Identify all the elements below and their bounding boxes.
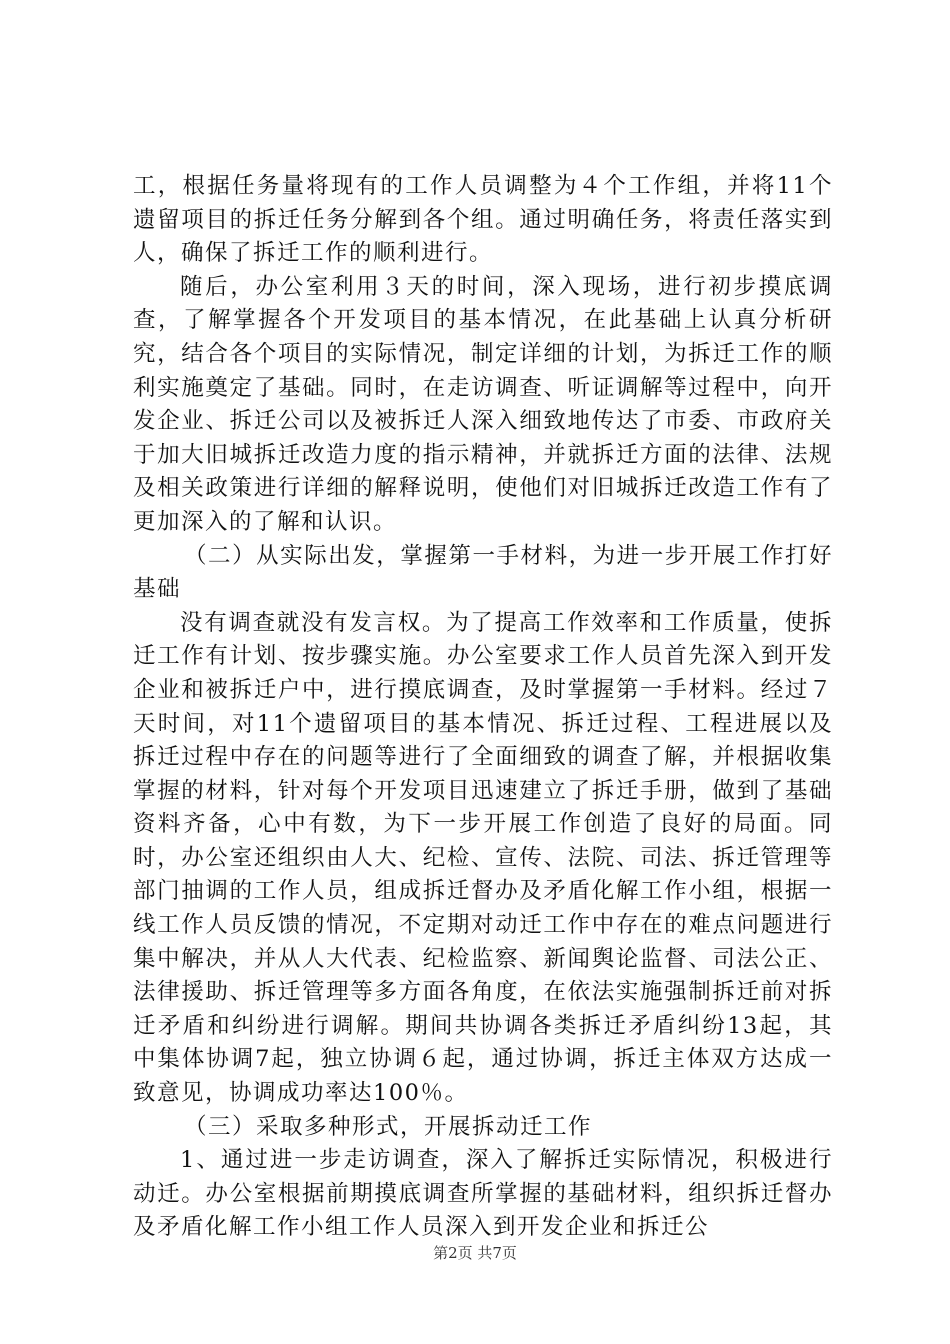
- paragraph-continuation: 工，根据任务量将现有的工作人员调整为４个工作组，并将11个遗留项目的拆迁任务分解到各个组。通过明确任务，将责任落实到人，确保了拆迁工作的顺利进行。: [133, 173, 833, 267]
- page-footer: 第2页 共7页: [433, 1244, 517, 1262]
- section-heading-3: （三）采取多种形式，开展拆动迁工作: [184, 1113, 593, 1140]
- document-body: [133, 170, 833, 1245]
- section-heading-2: （二）从实际出发，掌握第一手材料，为进一步开展工作打好基础: [133, 542, 833, 603]
- paragraph-item-1: 1、通过进一步走访调查，深入了解拆迁实际情况，积极进行动迁。办公室根据前期摸底调查所掌握的基础材料，组织拆迁督办及矛盾化解工作小组工作人员深入到开发企业和拆迁公: [133, 1147, 833, 1241]
- paragraph-preliminary-survey: 随后，办公室利用３天的时间，深入现场，进行初步摸底调查，了解掌握各个开发项目的基本情况，在此基础上认真分析研究，结合各个项目的实际情况，制定详细的计划，为拆迁工作的顺利实施奠定了基础。同时，在走访调查、听证调解等过程中，向开发企业、拆迁公司以及被拆迁人深入细致地传达了市委、市政府关于加大旧城拆迁改造力度的指示精神，并就拆迁方面的法律、法规及相关政策进行详细的解释说明，使他们对旧城拆迁改造工作有了更加深入的了解和认识。: [133, 273, 833, 535]
- paragraph-investigation: 没有调查就没有发言权。为了提高工作效率和工作质量，使拆迁工作有计划、按步骤实施。办公室要求工作人员首先深入到开发企业和被拆迁户中，进行摸底调查，及时掌握第一手材料。经过７天时间，对11个遗留项目的基本情况、拆迁过程、工程进展以及拆迁过程中存在的问题等进行了全面细致的调查了解，并根据收集掌握的材料，针对每个开发项目迅速建立了拆迁手册，做到了基础资料齐备，心中有数，为下一步开展工作创造了良好的局面。同时，办公室还组织由人大、纪检、宣传、法院、司法、拆迁管理等部门抽调的工作人员，组成拆迁督办及矛盾化解工作小组，根据一线工作人员反馈的情况，不定期对动迁工作中存在的难点问题进行集中解决，并从人大代表、纪检监察、新闻舆论监督、司法公正、法律援助、拆迁管理等多方面各角度，在依法实施强制拆迁前对拆迁矛盾和纠纷进行调解。期间共协调各类拆迁矛盾纠纷13起，其中集体协调7起，独立协调６起，通过协调，拆迁主体双方达成一致意见，协调成功率达100％。: [133, 609, 833, 1107]
